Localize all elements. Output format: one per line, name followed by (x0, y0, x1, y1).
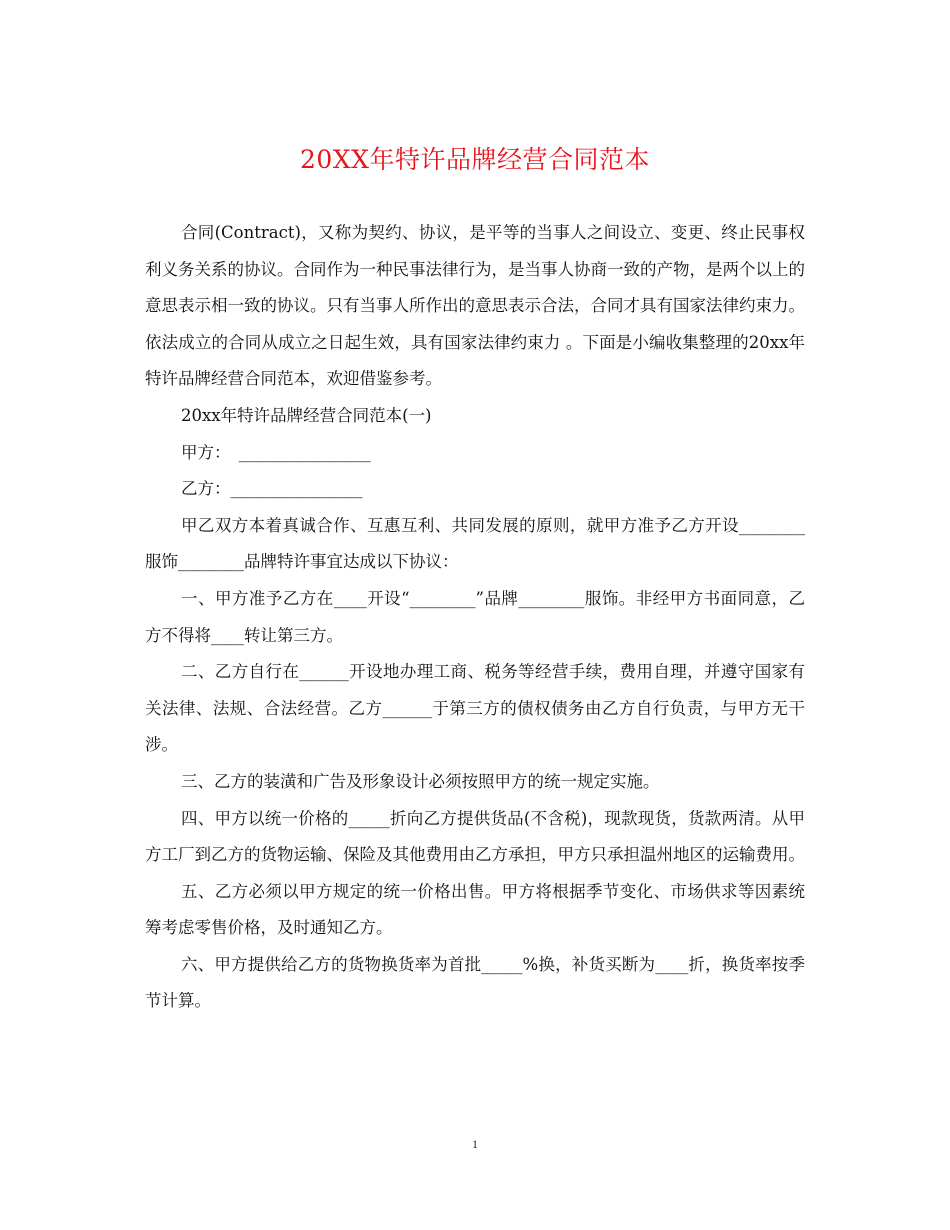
document-body (145, 215, 805, 1020)
clause-1: 一、甲方准予乙方在____开设“________”品牌________服饰。非经甲方书面同意，乙方不得将____转让第三方。 (145, 588, 805, 645)
preamble-paragraph: 甲乙双方本着真诚合作、互惠互利、共同发展的原则，就甲方准予乙方开设________服饰________品牌特许事宜达成以下协议： (145, 515, 805, 572)
clause-2: 二、乙方自行在______开设地办理工商、税务等经营手续，费用自理，并遵守国家有关法律、法规、合法经营。乙方______于第三方的债权债务由乙方自行负责，与甲方无干涉。 (145, 662, 805, 755)
intro-paragraph: 合同(Contract)，又称为契约、协议，是平等的当事人之间设立、变更、终止民事权利义务关系的协议。合同作为一种民事法律行为，是当事人协商一致的产物，是两个以上的意思表示相一致的协议。只有当事人所作出的意思表示合法，合同才具有国家法律约束力。依法成立的合同从成立之日起生效，具有国家法律约束力 。下面是小编收集整理的20xx年特许品牌经营合同范本，欢迎借鉴参考。 (145, 223, 805, 389)
clause-6: 六、甲方提供给乙方的货物换货率为首批_____%换，补货买断为____折，换货率按季节计算。 (145, 954, 805, 1011)
page-number: 1 (472, 1137, 478, 1151)
clause-3: 三、乙方的装潢和广告及形象设计必须按照甲方的统一规定实施。 (181, 771, 660, 791)
contract-heading: 20xx年特许品牌经营合同范本(一) (181, 405, 432, 425)
document-title: 20XX年特许品牌经营合同范本 (300, 145, 650, 174)
party-b-line: 乙方：________________ (181, 479, 363, 499)
clause-5: 五、乙方必须以甲方规定的统一价格出售。甲方将根据季节变化、市场供求等因素统筹考虑零售价格，及时通知乙方。 (145, 881, 805, 938)
party-a-line: 甲方： ________________ (181, 442, 371, 462)
clause-4: 四、甲方以统一价格的_____折向乙方提供货品(不含税)，现款现货，货款两清。从甲方工厂到乙方的货物运输、保险及其他费用由乙方承担，甲方只承担温州地区的运输费用。 (145, 808, 805, 865)
